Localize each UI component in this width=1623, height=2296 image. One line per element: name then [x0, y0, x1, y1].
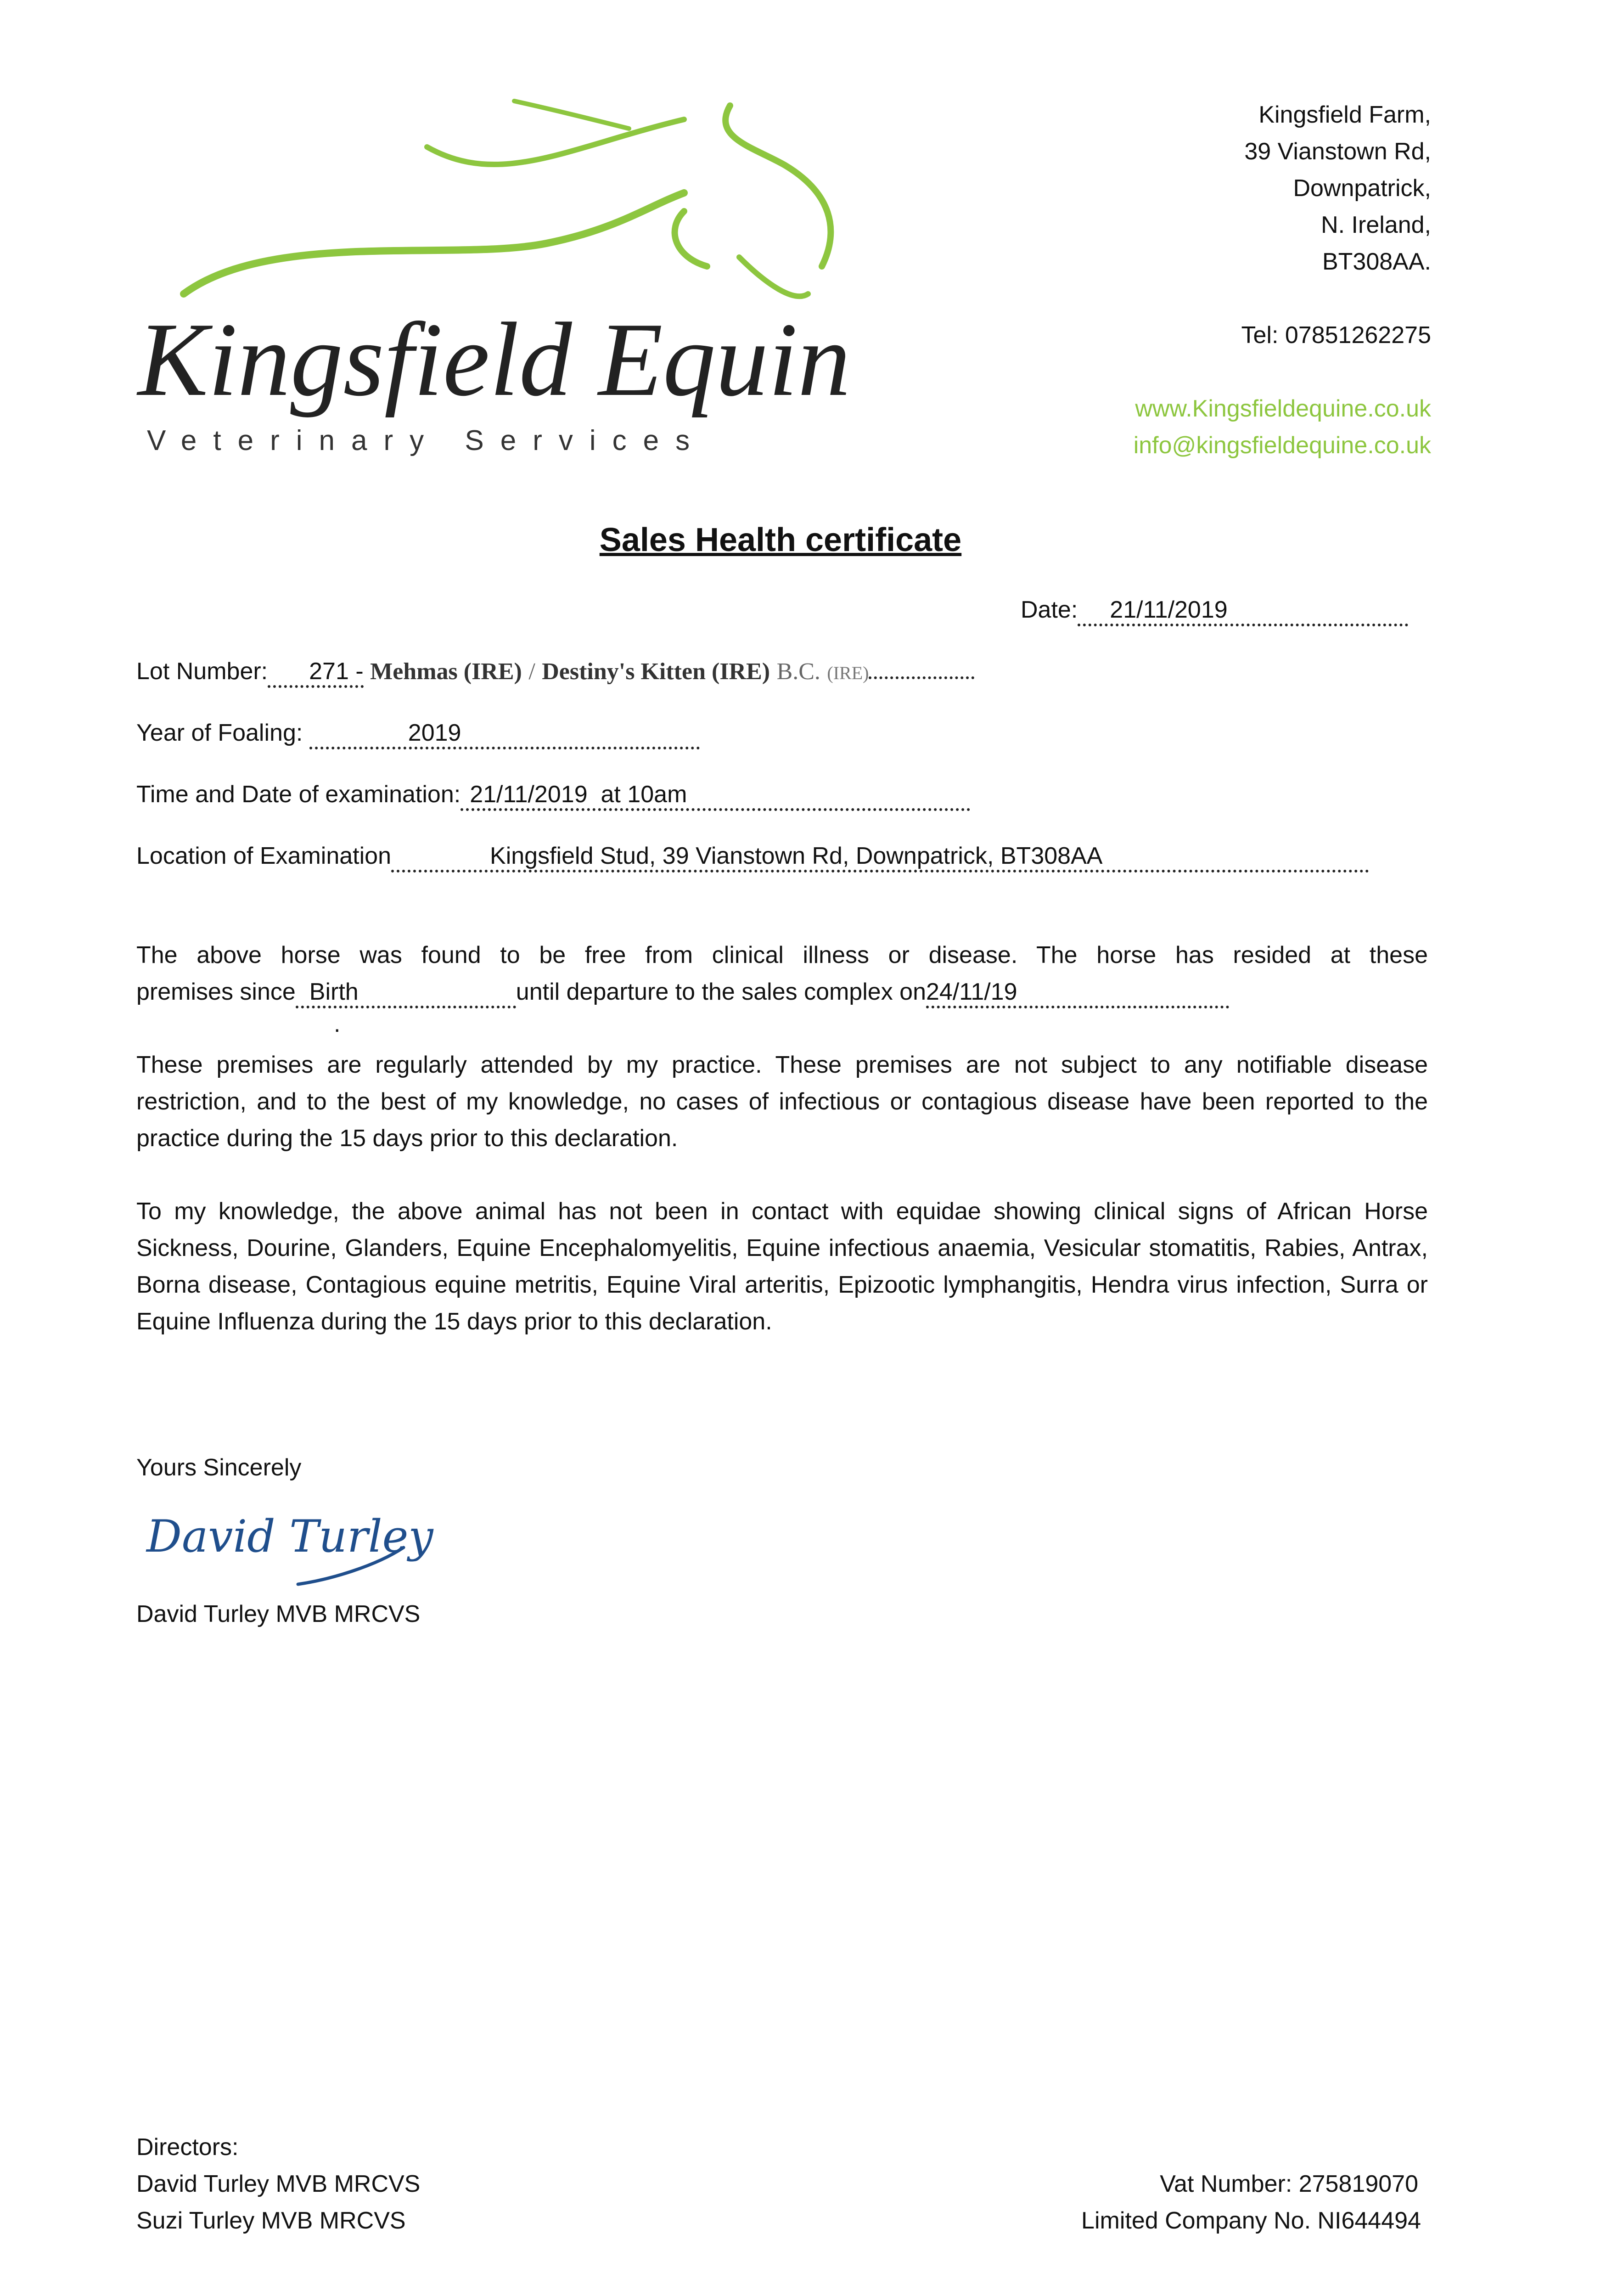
health-statement [136, 937, 1428, 1038]
date-value: 21/11/2019 [1078, 596, 1408, 626]
lot-label: Lot Number: [136, 658, 268, 685]
examination-location-field [136, 838, 1369, 874]
address-line: BT308AA. [1322, 248, 1431, 275]
stray-dot: . [334, 1011, 341, 1037]
dam-suffix: B.C. [776, 658, 820, 685]
signature-text: David Turley [146, 1511, 433, 1562]
lot-number-field [136, 653, 974, 692]
departure-date: 24/11/19 [926, 978, 1229, 1008]
signature [146, 1492, 433, 1598]
time-value: 21/11/2019 at 10am [461, 781, 970, 811]
date-field [1021, 591, 1408, 628]
company-info [1081, 2166, 1421, 2239]
premises-statement: These premises are regularly attended by my practice. These premises are not subject to any notifiable disease restriction, and to the best of my knowledge, no cases of infectious or contagious disease have been reported to the practice during the 15 days prior to this declaration. [136, 1052, 1428, 1152]
dam-suffix-country: (IRE) [827, 663, 869, 683]
address-line: Kingsfield Farm, [1258, 101, 1431, 128]
svg-text:Veterinary Services: Veterinary Services [147, 425, 707, 456]
vat-number: Vat Number: 275819070 [1160, 2171, 1418, 2197]
time-label: Time and Date of examination: [136, 781, 461, 808]
year-value: 2019 [309, 719, 700, 749]
company-logo [133, 92, 849, 468]
website-link[interactable]: www.Kingsfieldequine.co.uk [1135, 395, 1431, 422]
address-line: Downpatrick, [1293, 175, 1431, 202]
address-line: N. Ireland, [1321, 212, 1431, 238]
date-label: Date: [1021, 597, 1078, 623]
location-value: Kingsfield Stud, 39 Vianstown Rd, Downpatrick, BT308AA [391, 842, 1369, 872]
address-block [1134, 96, 1431, 464]
director-name: David Turley MVB MRCVS [136, 2171, 421, 2197]
dam-name: Destiny's Kitten (IRE) [542, 658, 770, 685]
directors-label: Directors: [136, 2134, 239, 2161]
year-label: Year of Foaling: [136, 720, 303, 746]
examination-time-field [136, 776, 970, 813]
since-value: Birth [296, 978, 516, 1008]
until-label: until departure to the sales complex on [516, 979, 926, 1005]
address-line: 39 Vianstown Rd, [1244, 138, 1431, 165]
since-label: premises since [136, 979, 296, 1005]
sire-name: Mehmas (IRE) [370, 658, 522, 685]
director-name: Suzi Turley MVB MRCVS [136, 2207, 406, 2234]
horse-logo-icon [133, 92, 849, 468]
location-label: Location of Examination [136, 843, 392, 869]
disease-contact-statement: To my knowledge, the above animal has not been in contact with equidae showing clinical signs of African Horse Sickness, Dourine, Glanders, Equine Encephalomyelitis, Equine infectious anaemia, Vesicular stomatitis, Rabies, Antrax, Borna disease, Contagious equine metritis, Equine Viral arteritis, Epizootic lymphangitis, Hendra virus infection, Surra or Equine Influenza during the 15 days prior to this declaration. [136, 1198, 1428, 1335]
health-statement-text: The above horse was found to be free from clinical illness or disease. The horse has resided at these [136, 942, 1428, 968]
directors-block [136, 2129, 420, 2239]
year-of-foaling-field [136, 715, 700, 751]
lot-number: 271 - [268, 658, 364, 688]
closing: Yours Sincerely [136, 1454, 302, 1481]
signatory-name: David Turley MVB MRCVS [136, 1601, 421, 1627]
email-link[interactable]: info@kingsfieldequine.co.uk [1133, 432, 1431, 459]
certificate-title: Sales Health certificate [599, 522, 962, 558]
company-number: Limited Company No. NI644494 [1081, 2207, 1421, 2234]
separator: / [528, 658, 535, 685]
telephone: Tel: 07851262275 [1241, 322, 1431, 349]
svg-text:Kingsfield Equine: Kingsfield Equine [138, 301, 849, 418]
